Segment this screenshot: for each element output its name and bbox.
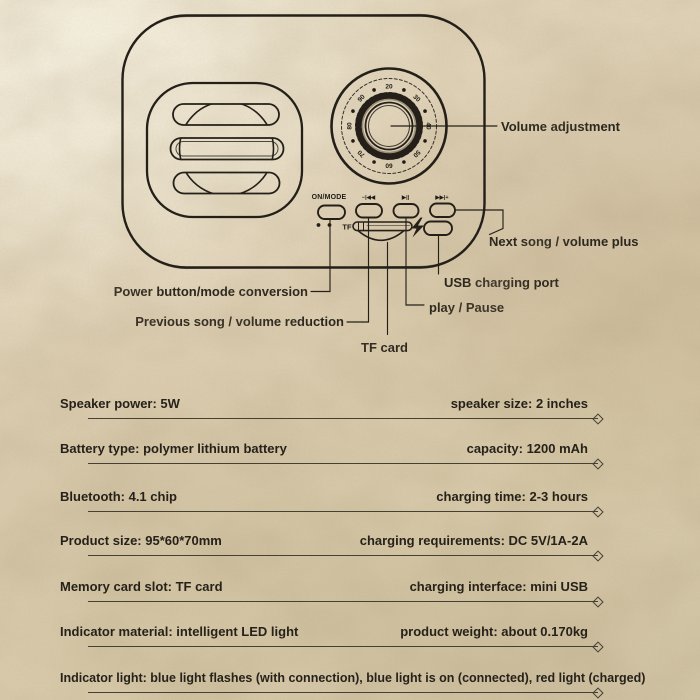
dial-number: 80 bbox=[346, 122, 354, 130]
spec-row-indicator-light bbox=[60, 669, 680, 693]
usb-charging-port-label: USB charging port bbox=[444, 275, 559, 290]
next-button bbox=[430, 204, 455, 218]
spec-row-battery bbox=[60, 440, 601, 464]
spec-underline bbox=[88, 692, 598, 693]
dial-number: 40 bbox=[424, 122, 432, 130]
dial-number: 20 bbox=[385, 83, 393, 91]
spec-right: charging time: 2-3 hours bbox=[436, 489, 588, 504]
control-buttons bbox=[312, 194, 455, 240]
dial-dot bbox=[351, 139, 355, 143]
spec-left: Indicator material: intelligent LED light bbox=[60, 624, 299, 639]
next-song-label: Next song / volume plus bbox=[489, 234, 639, 249]
dial-dot bbox=[402, 88, 406, 92]
play-button bbox=[394, 204, 419, 218]
spec-right: capacity: 1200 mAh bbox=[466, 441, 588, 456]
dial-number: 90 bbox=[356, 93, 367, 104]
spec-underline bbox=[88, 511, 598, 512]
spec-row-power bbox=[60, 395, 601, 419]
callout-line-power bbox=[311, 219, 330, 291]
diamond-endpoint bbox=[592, 641, 603, 652]
diamond-endpoint bbox=[592, 596, 603, 607]
dial-number: 60 bbox=[385, 161, 393, 169]
tf-slot-notch bbox=[358, 231, 404, 241]
spec-right: charging requirements: DC 5V/1A-2A bbox=[359, 533, 588, 548]
spec-row-size bbox=[60, 532, 601, 556]
volume-adjustment-label: Volume adjustment bbox=[501, 119, 620, 134]
spec-left: Memory card slot: TF card bbox=[60, 579, 223, 594]
spec-left: Bluetooth: 4.1 chip bbox=[60, 489, 177, 504]
speaker-cone bbox=[180, 102, 274, 196]
spec-right: speaker size: 2 inches bbox=[450, 396, 588, 411]
prev-button bbox=[356, 204, 382, 218]
spec-right: product weight: about 0.170kg bbox=[400, 624, 588, 639]
spec-left: Battery type: polymer lithium battery bbox=[60, 441, 287, 456]
diamond-endpoint bbox=[592, 506, 603, 517]
spec-underline bbox=[88, 463, 598, 464]
diamond-endpoint bbox=[592, 458, 603, 469]
previous-song-label: Previous song / volume reduction bbox=[135, 314, 344, 329]
spec-left: Product size: 95*60*70mm bbox=[60, 533, 222, 548]
diamond-endpoint bbox=[592, 413, 603, 424]
dial-dot bbox=[372, 160, 376, 164]
next-track-icon: ▶▶|+ bbox=[435, 195, 449, 201]
diamond-endpoint bbox=[592, 687, 603, 698]
led-indicator-dot-1 bbox=[317, 223, 321, 227]
usb-port bbox=[424, 222, 452, 236]
dial-number: 70 bbox=[356, 148, 367, 159]
callout-line-prev bbox=[347, 218, 369, 323]
prev-track-icon: −|◀◀ bbox=[361, 195, 376, 201]
spec-left: Speaker power: 5W bbox=[60, 396, 180, 411]
dial-dot bbox=[372, 88, 376, 92]
dial-dot bbox=[351, 109, 355, 113]
speaker-grille bbox=[146, 82, 302, 217]
speaker-body bbox=[122, 14, 486, 269]
spec-underline bbox=[88, 601, 598, 602]
spec-underline bbox=[88, 418, 598, 419]
lightning-icon bbox=[412, 218, 425, 238]
grille-slot-bottom bbox=[174, 173, 280, 194]
spec-underline bbox=[88, 555, 598, 556]
spec-left: Indicator light: blue light flashes (with connection), blue light is on (connected), red light (charged) bbox=[60, 671, 646, 685]
play-pause-icon: ▶|| bbox=[401, 195, 410, 201]
tf-slot-label: TF bbox=[342, 222, 352, 232]
dial-dot bbox=[402, 160, 406, 164]
dial-dot bbox=[423, 109, 427, 113]
dial-number: 30 bbox=[411, 93, 422, 104]
dial-number: 50 bbox=[411, 148, 422, 159]
play-pause-label: play / Pause bbox=[429, 300, 505, 315]
tf-card-label: TF card bbox=[361, 340, 408, 355]
spec-right: charging interface: mini USB bbox=[409, 579, 588, 594]
spec-row-indicator-material bbox=[60, 623, 601, 647]
power-mode-button bbox=[318, 206, 345, 220]
spec-row-bluetooth bbox=[60, 488, 601, 512]
power-mode-button-label: ON/MODE bbox=[311, 194, 347, 201]
diamond-endpoint bbox=[592, 550, 603, 561]
spec-underline bbox=[88, 646, 598, 647]
spec-row-memory bbox=[60, 578, 601, 602]
power-button-label: Power button/mode conversion bbox=[113, 284, 308, 299]
grille-slot-top bbox=[173, 104, 279, 125]
dial-dot bbox=[423, 139, 427, 143]
grille-slot-middle-inner bbox=[176, 142, 278, 157]
tf-card-slot bbox=[353, 222, 412, 240]
